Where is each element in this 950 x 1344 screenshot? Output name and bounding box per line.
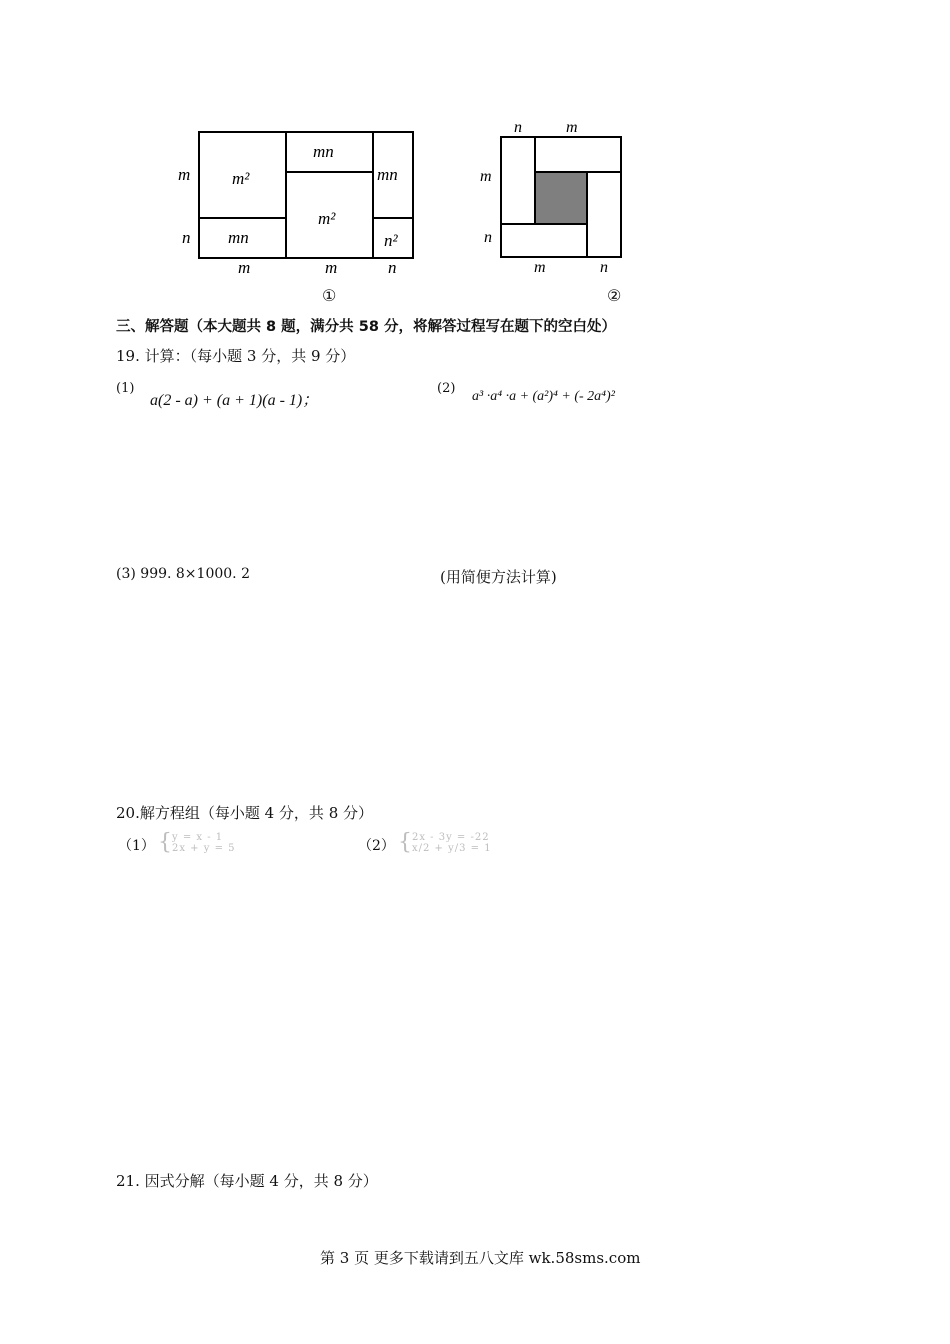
q20-part1-label: （1） bbox=[118, 838, 155, 854]
q19-part3-note: (用简便方法计算) bbox=[440, 568, 557, 586]
q20-part2-equation-2: x/2 + y/3 = 1 bbox=[412, 843, 492, 854]
fig1-bottom-label-m2: m bbox=[325, 258, 338, 277]
fig1-cell-mn-top: mn bbox=[313, 142, 334, 161]
fig2-left-strip bbox=[501, 137, 535, 224]
q20-part2-equation-1: 2x - 3y = -22 bbox=[412, 832, 490, 843]
fig2-top-label-n: n bbox=[514, 119, 522, 136]
q19-title: 19. 计算：（每小题 3 分，共 9 分） bbox=[116, 347, 356, 365]
fig1-cell-mn-bottom: mn bbox=[228, 228, 249, 247]
q20-part1-brace-icon: { bbox=[158, 830, 172, 855]
q20-part1-system bbox=[158, 832, 268, 856]
fig2-top-label-m: m bbox=[566, 119, 578, 136]
fig1-bottom-label-m1: m bbox=[238, 258, 251, 277]
section-3-heading: 三、解答题（本大题共 8 题，满分共 58 分，将解答过程写在题下的空白处） bbox=[116, 319, 616, 335]
q20-part2-system bbox=[398, 832, 538, 856]
fig2-bottom-label-m: m bbox=[534, 259, 546, 276]
fig2-bottom-strip bbox=[501, 224, 587, 257]
fig2-right-strip bbox=[587, 172, 621, 257]
fig1-left-label-m: m bbox=[178, 165, 191, 184]
fig2-top-strip bbox=[535, 137, 621, 172]
figure-1-caption: ① bbox=[322, 286, 337, 305]
page-footer: 第 3 页 更多下载请到五八文库 wk.58sms.com bbox=[320, 1249, 641, 1267]
q20-part2-brace-icon: { bbox=[398, 830, 412, 855]
q20-part1-equation-2: 2x + y = 5 bbox=[172, 843, 236, 854]
fig1-bottom-label-n: n bbox=[388, 258, 397, 277]
q21-title: 21. 因式分解（每小题 4 分，共 8 分） bbox=[116, 1172, 378, 1190]
figure-2-caption: ② bbox=[607, 286, 622, 305]
figure-2 bbox=[470, 114, 640, 280]
fig1-cell-mn-right: mn bbox=[377, 165, 398, 184]
q19-part2-expression: a³ ·a⁴ ·a + (a²)⁴ + (- 2a⁴)² bbox=[472, 389, 615, 404]
fig1-left-label-n: n bbox=[182, 228, 191, 247]
fig1-cell-m2-center: m² bbox=[318, 209, 336, 228]
figure-1 bbox=[170, 122, 430, 282]
q20-part1-equation-1: y = x - 1 bbox=[172, 832, 224, 843]
fig1-cell-m2-top: m² bbox=[232, 169, 250, 188]
fig2-left-label-m: m bbox=[480, 168, 492, 185]
fig2-shaded-square bbox=[535, 172, 587, 224]
q20-part2-label: （2） bbox=[358, 838, 395, 854]
q19-part3-label: (3) 999. 8×1000. 2 bbox=[116, 566, 250, 582]
q19-part2-label: (2) bbox=[437, 381, 456, 396]
q19-part1-expression: a(2 - a) + (a + 1)(a - 1)； bbox=[150, 392, 319, 409]
q19-part1-label: (1) bbox=[116, 381, 135, 396]
q20-title: 20.解方程组（每小题 4 分，共 8 分） bbox=[116, 804, 374, 822]
fig2-bottom-label-n: n bbox=[600, 259, 608, 276]
fig2-left-label-n: n bbox=[484, 229, 492, 246]
fig1-cell-n2: n² bbox=[384, 231, 398, 250]
